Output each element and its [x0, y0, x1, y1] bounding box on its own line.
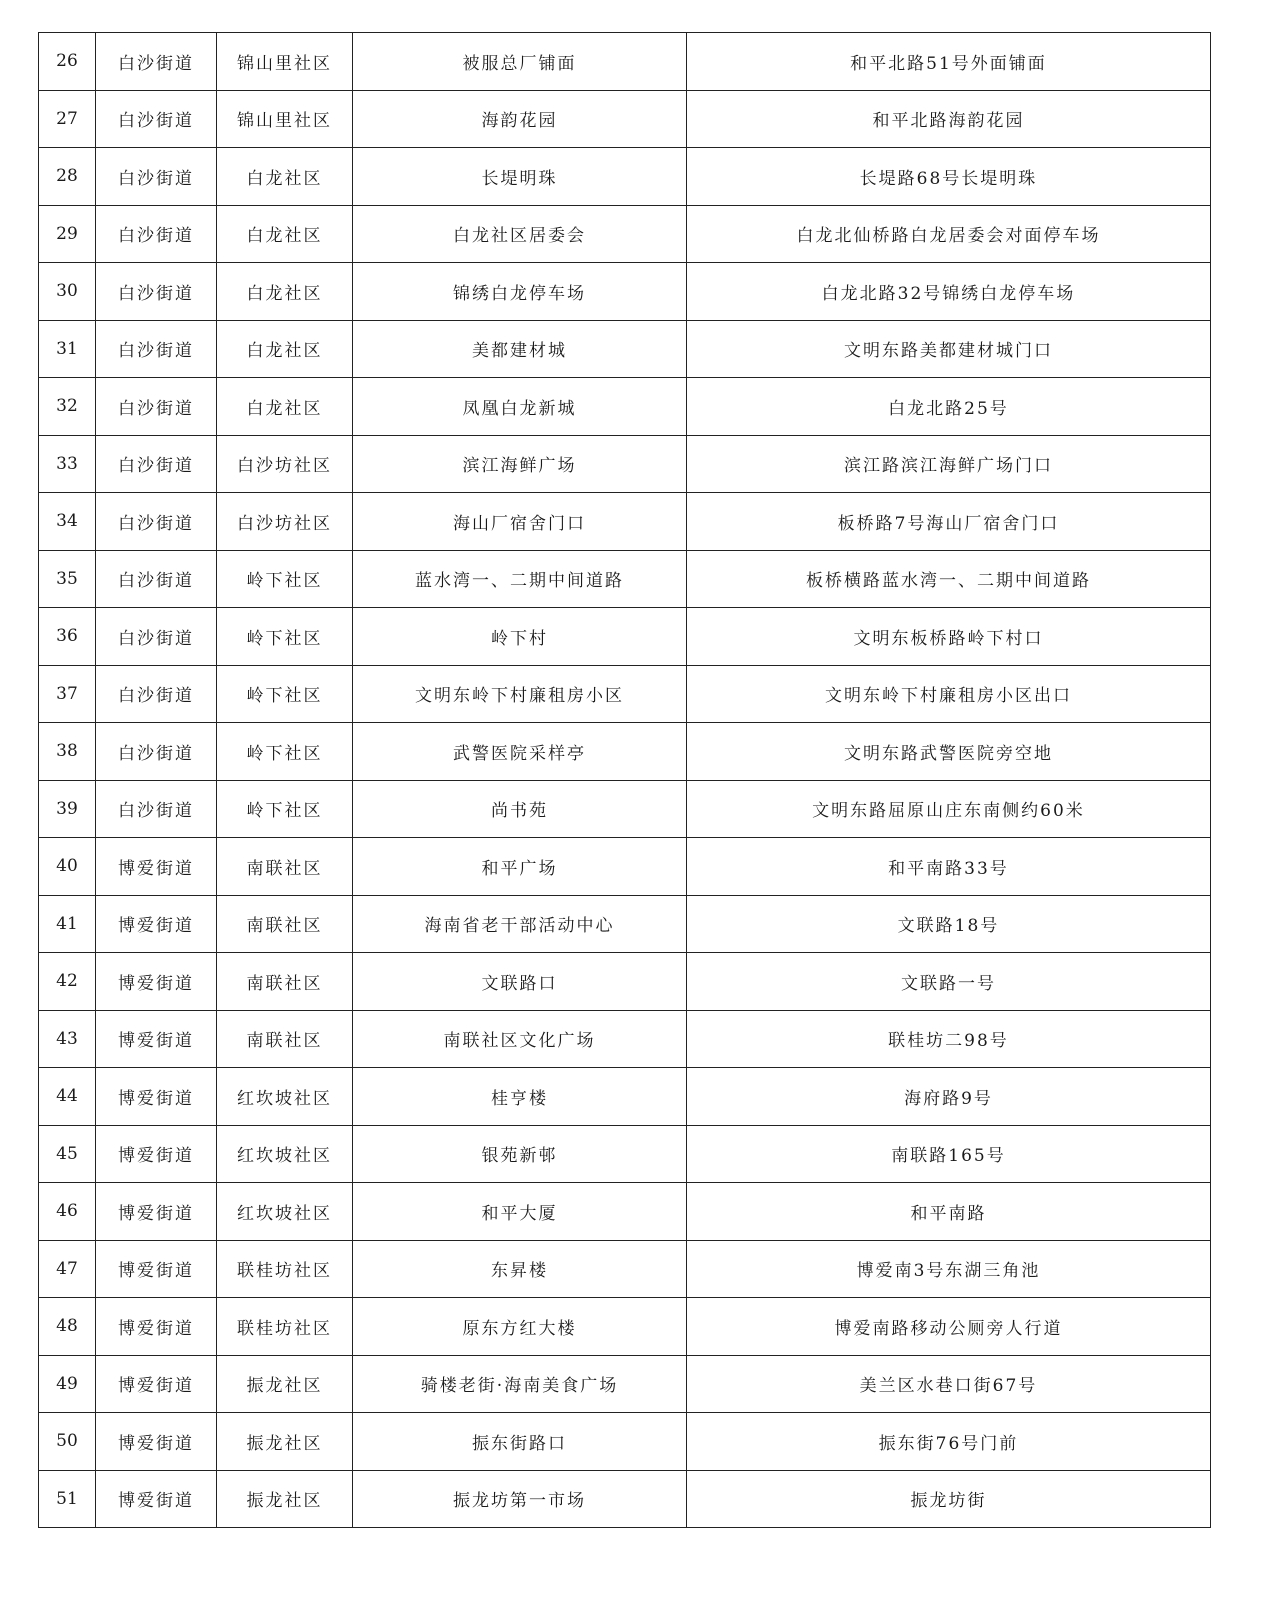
street-cell: 白沙街道 [96, 263, 217, 321]
address-cell: 美兰区水巷口街67号 [687, 1355, 1211, 1413]
site-name-cell: 被服总厂铺面 [353, 33, 687, 91]
row-number-cell: 37 [39, 665, 96, 723]
street-cell: 白沙街道 [96, 780, 217, 838]
table-body [39, 33, 1211, 1528]
site-name-cell: 银苑新邨 [353, 1125, 687, 1183]
address-cell: 文明东路屈原山庄东南侧约60米 [687, 780, 1211, 838]
site-name-cell: 滨江海鲜广场 [353, 435, 687, 493]
community-cell: 南联社区 [217, 953, 353, 1011]
community-cell: 联桂坊社区 [217, 1240, 353, 1298]
community-cell: 振龙社区 [217, 1355, 353, 1413]
table-row [39, 1470, 1211, 1528]
row-number-cell: 33 [39, 435, 96, 493]
street-cell: 白沙街道 [96, 320, 217, 378]
row-number-cell: 49 [39, 1355, 96, 1413]
address-cell: 板桥路7号海山厂宿舍门口 [687, 493, 1211, 551]
site-name-cell: 岭下村 [353, 608, 687, 666]
community-cell: 白沙坊社区 [217, 493, 353, 551]
street-cell: 博爱街道 [96, 1010, 217, 1068]
row-number-cell: 26 [39, 33, 96, 91]
row-number-cell: 31 [39, 320, 96, 378]
address-cell: 振东街76号门前 [687, 1413, 1211, 1471]
street-cell: 白沙街道 [96, 33, 217, 91]
street-cell: 博爱街道 [96, 1125, 217, 1183]
community-cell: 白沙坊社区 [217, 435, 353, 493]
community-cell: 锦山里社区 [217, 33, 353, 91]
table-row [39, 1183, 1211, 1241]
site-name-cell: 和平大厦 [353, 1183, 687, 1241]
site-name-cell: 振龙坊第一市场 [353, 1470, 687, 1528]
address-cell: 和平北路海韵花园 [687, 90, 1211, 148]
row-number-cell: 50 [39, 1413, 96, 1471]
community-cell: 白龙社区 [217, 205, 353, 263]
table-row [39, 1125, 1211, 1183]
address-cell: 文联路一号 [687, 953, 1211, 1011]
address-cell: 海府路9号 [687, 1068, 1211, 1126]
row-number-cell: 45 [39, 1125, 96, 1183]
row-number-cell: 51 [39, 1470, 96, 1528]
address-cell: 文明东岭下村廉租房小区出口 [687, 665, 1211, 723]
site-name-cell: 振东街路口 [353, 1413, 687, 1471]
table-row [39, 895, 1211, 953]
row-number-cell: 30 [39, 263, 96, 321]
community-cell: 岭下社区 [217, 780, 353, 838]
community-cell: 红坎坡社区 [217, 1068, 353, 1126]
row-number-cell: 38 [39, 723, 96, 781]
sampling-sites-table [38, 32, 1211, 1528]
address-cell: 博爱南3号东湖三角池 [687, 1240, 1211, 1298]
table-row [39, 1068, 1211, 1126]
table-row [39, 665, 1211, 723]
table-row [39, 838, 1211, 896]
row-number-cell: 43 [39, 1010, 96, 1068]
street-cell: 博爱街道 [96, 895, 217, 953]
table-row [39, 1010, 1211, 1068]
site-name-cell: 东昇楼 [353, 1240, 687, 1298]
site-name-cell: 文联路口 [353, 953, 687, 1011]
address-cell: 白龙北路32号锦绣白龙停车场 [687, 263, 1211, 321]
site-name-cell: 白龙社区居委会 [353, 205, 687, 263]
site-name-cell: 凤凰白龙新城 [353, 378, 687, 436]
row-number-cell: 34 [39, 493, 96, 551]
community-cell: 白龙社区 [217, 378, 353, 436]
table-row [39, 780, 1211, 838]
community-cell: 白龙社区 [217, 148, 353, 206]
community-cell: 岭下社区 [217, 723, 353, 781]
community-cell: 岭下社区 [217, 550, 353, 608]
street-cell: 博爱街道 [96, 1355, 217, 1413]
table-row [39, 205, 1211, 263]
site-name-cell: 海南省老干部活动中心 [353, 895, 687, 953]
table-row [39, 33, 1211, 91]
site-name-cell: 蓝水湾一、二期中间道路 [353, 550, 687, 608]
site-name-cell: 锦绣白龙停车场 [353, 263, 687, 321]
street-cell: 博爱街道 [96, 1298, 217, 1356]
address-cell: 博爱南路移动公厕旁人行道 [687, 1298, 1211, 1356]
street-cell: 白沙街道 [96, 148, 217, 206]
row-number-cell: 29 [39, 205, 96, 263]
table-row [39, 608, 1211, 666]
address-cell: 和平南路 [687, 1183, 1211, 1241]
street-cell: 白沙街道 [96, 205, 217, 263]
row-number-cell: 44 [39, 1068, 96, 1126]
site-name-cell: 原东方红大楼 [353, 1298, 687, 1356]
street-cell: 博爱街道 [96, 1068, 217, 1126]
street-cell: 白沙街道 [96, 435, 217, 493]
site-name-cell: 南联社区文化广场 [353, 1010, 687, 1068]
row-number-cell: 46 [39, 1183, 96, 1241]
site-name-cell: 长堤明珠 [353, 148, 687, 206]
table-row [39, 1240, 1211, 1298]
table-row [39, 1355, 1211, 1413]
street-cell: 博爱街道 [96, 1413, 217, 1471]
street-cell: 白沙街道 [96, 723, 217, 781]
site-name-cell: 尚书苑 [353, 780, 687, 838]
street-cell: 白沙街道 [96, 378, 217, 436]
row-number-cell: 27 [39, 90, 96, 148]
table-row [39, 723, 1211, 781]
row-number-cell: 35 [39, 550, 96, 608]
site-name-cell: 和平广场 [353, 838, 687, 896]
row-number-cell: 41 [39, 895, 96, 953]
street-cell: 博爱街道 [96, 838, 217, 896]
address-cell: 白龙北仙桥路白龙居委会对面停车场 [687, 205, 1211, 263]
row-number-cell: 47 [39, 1240, 96, 1298]
address-cell: 和平南路33号 [687, 838, 1211, 896]
address-cell: 文明东路武警医院旁空地 [687, 723, 1211, 781]
community-cell: 南联社区 [217, 1010, 353, 1068]
row-number-cell: 32 [39, 378, 96, 436]
table-row [39, 148, 1211, 206]
community-cell: 锦山里社区 [217, 90, 353, 148]
table-row [39, 320, 1211, 378]
row-number-cell: 40 [39, 838, 96, 896]
community-cell: 岭下社区 [217, 608, 353, 666]
community-cell: 红坎坡社区 [217, 1183, 353, 1241]
site-name-cell: 骑楼老街·海南美食广场 [353, 1355, 687, 1413]
address-cell: 文明东板桥路岭下村口 [687, 608, 1211, 666]
site-name-cell: 海山厂宿舍门口 [353, 493, 687, 551]
table-row [39, 378, 1211, 436]
community-cell: 振龙社区 [217, 1470, 353, 1528]
row-number-cell: 28 [39, 148, 96, 206]
site-name-cell: 海韵花园 [353, 90, 687, 148]
address-cell: 和平北路51号外面铺面 [687, 33, 1211, 91]
address-cell: 文明东路美都建材城门口 [687, 320, 1211, 378]
address-cell: 文联路18号 [687, 895, 1211, 953]
community-cell: 岭下社区 [217, 665, 353, 723]
table-row [39, 263, 1211, 321]
table-row [39, 550, 1211, 608]
street-cell: 白沙街道 [96, 608, 217, 666]
address-cell: 板桥横路蓝水湾一、二期中间道路 [687, 550, 1211, 608]
address-cell: 长堤路68号长堤明珠 [687, 148, 1211, 206]
site-name-cell: 美都建材城 [353, 320, 687, 378]
community-cell: 联桂坊社区 [217, 1298, 353, 1356]
street-cell: 博爱街道 [96, 1240, 217, 1298]
table-row [39, 1413, 1211, 1471]
community-cell: 白龙社区 [217, 263, 353, 321]
address-cell: 南联路165号 [687, 1125, 1211, 1183]
street-cell: 博爱街道 [96, 1183, 217, 1241]
address-cell: 白龙北路25号 [687, 378, 1211, 436]
address-cell: 振龙坊街 [687, 1470, 1211, 1528]
community-cell: 白龙社区 [217, 320, 353, 378]
community-cell: 振龙社区 [217, 1413, 353, 1471]
community-cell: 南联社区 [217, 838, 353, 896]
address-cell: 联桂坊二98号 [687, 1010, 1211, 1068]
street-cell: 白沙街道 [96, 665, 217, 723]
table-row [39, 435, 1211, 493]
street-cell: 博爱街道 [96, 1470, 217, 1528]
street-cell: 白沙街道 [96, 90, 217, 148]
table-row [39, 953, 1211, 1011]
site-name-cell: 桂亨楼 [353, 1068, 687, 1126]
community-cell: 红坎坡社区 [217, 1125, 353, 1183]
row-number-cell: 48 [39, 1298, 96, 1356]
table-row [39, 90, 1211, 148]
community-cell: 南联社区 [217, 895, 353, 953]
row-number-cell: 39 [39, 780, 96, 838]
table-row [39, 493, 1211, 551]
address-cell: 滨江路滨江海鲜广场门口 [687, 435, 1211, 493]
table-row [39, 1298, 1211, 1356]
street-cell: 白沙街道 [96, 550, 217, 608]
street-cell: 白沙街道 [96, 493, 217, 551]
row-number-cell: 36 [39, 608, 96, 666]
street-cell: 博爱街道 [96, 953, 217, 1011]
site-name-cell: 武警医院采样亭 [353, 723, 687, 781]
row-number-cell: 42 [39, 953, 96, 1011]
site-name-cell: 文明东岭下村廉租房小区 [353, 665, 687, 723]
